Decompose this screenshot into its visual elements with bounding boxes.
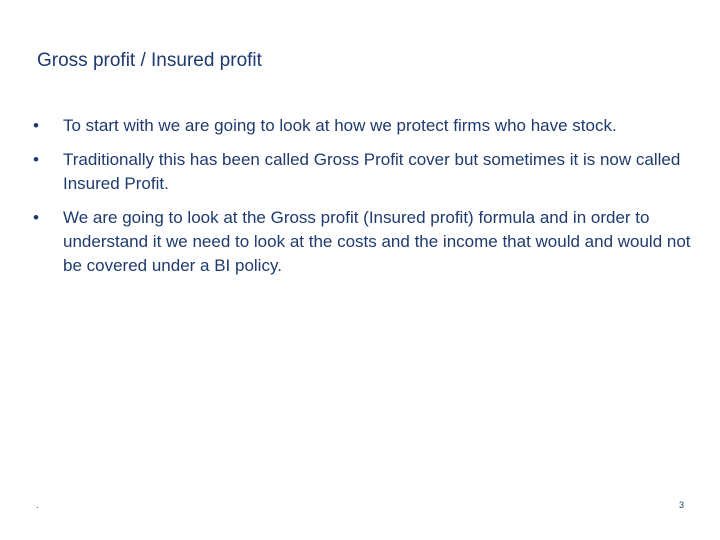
bullet-icon: • <box>33 150 39 169</box>
bullet-item <box>33 114 693 138</box>
bullet-text: We are going to look at the Gross profit (Insured profit) formula and in order to understand it we need to look at the costs and the income that would and would not be covered under a BI policy. <box>63 208 691 275</box>
bullet-text: Traditionally this has been called Gross Profit cover but sometimes it is now called Insured Profit. <box>63 150 681 193</box>
bullet-text: To start with we are going to look at how we protect firms who have stock. <box>63 116 617 135</box>
footer-mark: . <box>36 500 39 510</box>
page-number: 3 <box>678 500 684 510</box>
bullet-item <box>33 206 693 278</box>
slide-title: Gross profit / Insured profit <box>37 50 262 71</box>
bullet-list <box>33 114 693 288</box>
bullet-icon: • <box>33 208 39 227</box>
bullet-item <box>33 148 693 196</box>
bullet-icon: • <box>33 116 39 135</box>
